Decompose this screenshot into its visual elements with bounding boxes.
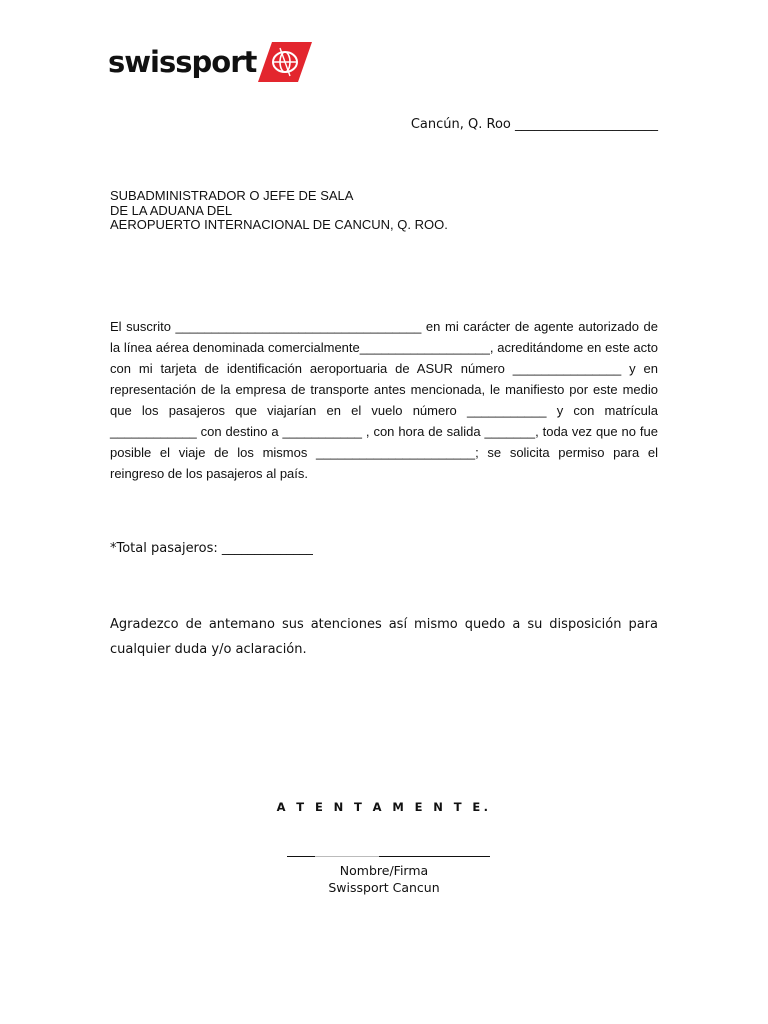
logo-wordmark: swissport [108,45,257,79]
swissport-logo [108,42,312,82]
date-place-line: Cancún, Q. Roo ______________________ [410,117,658,132]
signature-company: Swissport Cancun [328,880,440,895]
recipient-line-2: DE LA ADUANA DEL [110,202,233,218]
signature-block [0,862,768,896]
recipient-line-1: SUBADMINISTRADOR O JEFE DE SALA [110,188,354,203]
closing-salutation: A T E N T A M E N T E. [276,800,492,814]
body-paragraph: El suscrito __________________________________ en mi carácter de agente autorizado de la línea aérea denominada comercialmente__________________, acreditándome en este acto con mi tarjeta de identificación aeroportuaria de ASUR número _______________ y en representación de la empresa de transporte antes mencionada, le manifiesto por este medio que los pasajeros que viajarían en el vuelo número ___________ y con matrícula ____________ con destino a ___________ , con hora de salida _______, toda vez que no fue posible el viaje de los mismos ______________________; se solicita permiso para el reingreso de los pasajeros al país. [110,319,658,481]
swissport-globe-icon [258,42,312,82]
total-passengers-line: *Total pasajeros: ______________ [110,541,313,556]
signature-name-label: Nombre/Firma [339,863,429,878]
recipient-block [110,189,670,233]
signature-line [287,848,490,857]
recipient-line-3: AEROPUERTO INTERNACIONAL DE CANCUN, Q. ROO. [110,217,448,232]
thanks-paragraph: Agradezco de antemano sus atenciones así mismo quedo a su disposición para cualquier duda y/o aclaración. [110,617,658,657]
